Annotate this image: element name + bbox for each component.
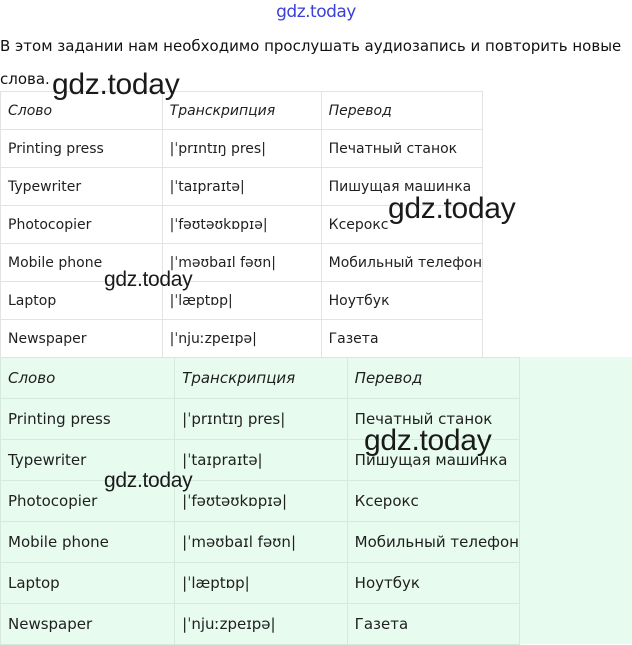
cell-translation: Ксерокс [347, 481, 519, 522]
watermark: gdz.today [104, 268, 193, 291]
table-row [1, 604, 520, 645]
cell-translation: Газета [347, 604, 519, 645]
cell-translation: Ноутбук [321, 282, 482, 320]
cell-translation: Печатный станок [347, 399, 519, 440]
cell-word: Mobile phone [1, 244, 163, 282]
column-header-word: Слово [1, 358, 175, 399]
cell-translation: Мобильный телефон [321, 244, 482, 282]
cell-translation: Ноутбук [347, 563, 519, 604]
task-intro: В этом задании нам необходимо прослушать аудиозапись и повторить новые слова. [0, 37, 622, 88]
cell-transcription: |ˈməʊbaɪl fəʊn| [162, 244, 321, 282]
cell-word: Newspaper [1, 320, 163, 358]
cell-transcription: |ˈnjuːzpeɪpə| [162, 320, 321, 358]
table-row [1, 481, 520, 522]
table-header-row [1, 358, 520, 399]
cell-transcription: |ˈtaɪpraɪtə| [175, 440, 348, 481]
table-row [1, 282, 483, 320]
cell-word: Photocopier [1, 206, 163, 244]
table-row [1, 522, 520, 563]
cell-transcription: |ˈlæptɒp| [175, 563, 348, 604]
column-header-transcription: Транскрипция [175, 358, 348, 399]
watermark: gdz.today [104, 469, 193, 492]
cell-transcription: |ˈtaɪpraɪtə| [162, 168, 321, 206]
cell-word: Laptop [1, 282, 163, 320]
vocabulary-table-highlighted [0, 357, 520, 645]
column-header-word: Слово [1, 92, 163, 130]
site-logo[interactable]: gdz.today [276, 2, 356, 22]
cell-translation: Ксерокс [321, 206, 482, 244]
cell-word: Printing press [1, 399, 175, 440]
cell-transcription: |ˈprɪntɪŋ pres| [175, 399, 348, 440]
cell-word: Newspaper [1, 604, 175, 645]
cell-word: Mobile phone [1, 522, 175, 563]
cell-word: Printing press [1, 130, 163, 168]
table-row [1, 320, 483, 358]
watermark: gdz.today [52, 68, 180, 101]
cell-transcription: |ˈlæptɒp| [162, 282, 321, 320]
cell-transcription: |ˈnjuːzpeɪpə| [175, 604, 348, 645]
column-header-translation: Перевод [321, 92, 482, 130]
column-header-translation: Перевод [347, 358, 519, 399]
table-row [1, 244, 483, 282]
cell-translation: Пишущая машинка [347, 440, 519, 481]
cell-transcription: |ˈfəʊtəʊkɒpɪə| [162, 206, 321, 244]
table-row [1, 130, 483, 168]
cell-translation: Печатный станок [321, 130, 482, 168]
cell-translation: Газета [321, 320, 482, 358]
cell-translation: Мобильный телефон [347, 522, 519, 563]
watermark: gdz.today [364, 424, 492, 457]
cell-word: Photocopier [1, 481, 175, 522]
cell-word: Typewriter [1, 440, 175, 481]
column-header-transcription: Транскрипция [162, 92, 321, 130]
cell-word: Typewriter [1, 168, 163, 206]
cell-translation: Пишущая машинка [321, 168, 482, 206]
table-row [1, 563, 520, 604]
cell-word: Laptop [1, 563, 175, 604]
watermark: gdz.today [388, 192, 516, 225]
cell-transcription: |ˈprɪntɪŋ pres| [162, 130, 321, 168]
cell-transcription: |ˈfəʊtəʊkɒpɪə| [175, 481, 348, 522]
cell-transcription: |ˈməʊbaɪl fəʊn| [175, 522, 348, 563]
